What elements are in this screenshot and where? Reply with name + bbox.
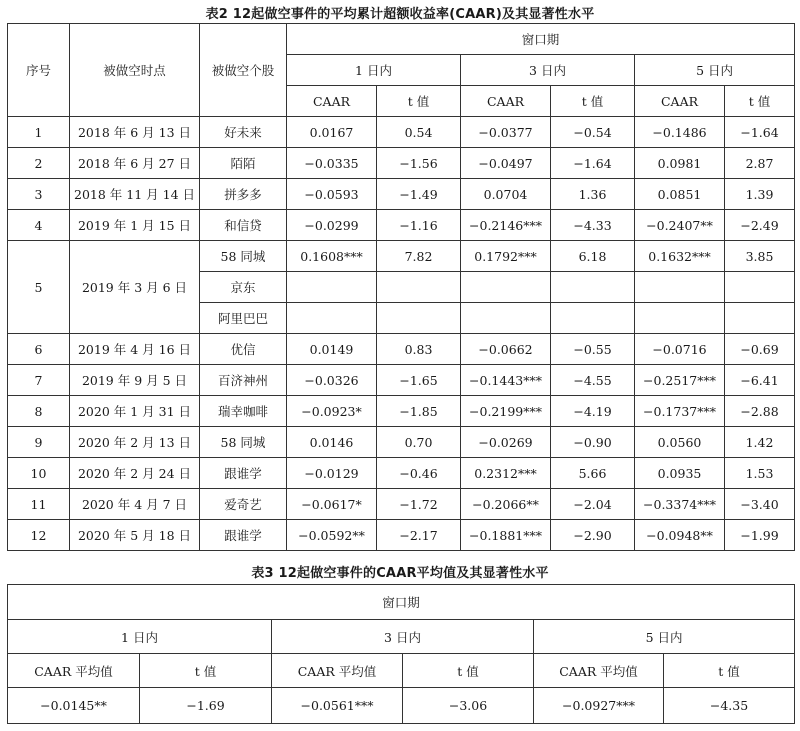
cell-empty bbox=[461, 303, 551, 334]
cell-t-3d: −4.55 bbox=[551, 365, 635, 396]
cell-caar-3d: −0.0269 bbox=[461, 427, 551, 458]
cell-caar-3d: −0.1881*** bbox=[461, 520, 551, 551]
cell-t-1d: −1.49 bbox=[377, 179, 461, 210]
cell-no: 2 bbox=[8, 148, 70, 179]
table-row bbox=[8, 520, 795, 551]
cell-t-1d: 0.83 bbox=[377, 334, 461, 365]
cell-stock: 陌陌 bbox=[200, 148, 287, 179]
cell-t-5d: −0.69 bbox=[725, 334, 795, 365]
cell-t-3d: −3.06 bbox=[403, 688, 534, 724]
cell-caar-5d: 0.0560 bbox=[635, 427, 725, 458]
cell-caar-5d: 0.0935 bbox=[635, 458, 725, 489]
cell-time: 2019 年 9 月 5 日 bbox=[70, 365, 200, 396]
cell-caar-3d: 0.2312*** bbox=[461, 458, 551, 489]
cell-t-1d: −1.69 bbox=[140, 688, 272, 724]
cell-t-1d: −1.72 bbox=[377, 489, 461, 520]
cell-no: 12 bbox=[8, 520, 70, 551]
header-caar: CAAR bbox=[461, 86, 551, 117]
cell-t-5d: −1.64 bbox=[725, 117, 795, 148]
table-row bbox=[8, 179, 795, 210]
cell-t-5d: −2.49 bbox=[725, 210, 795, 241]
header-stock: 被做空个股 bbox=[200, 24, 287, 117]
cell-t-1d: 7.82 bbox=[377, 241, 461, 272]
header-day1: 1 日内 bbox=[287, 55, 461, 86]
cell-time: 2020 年 2 月 24 日 bbox=[70, 458, 200, 489]
cell-time: 2020 年 2 月 13 日 bbox=[70, 427, 200, 458]
cell-stock: 和信贷 bbox=[200, 210, 287, 241]
header-t: t 值 bbox=[403, 654, 534, 688]
cell-time: 2020 年 4 月 7 日 bbox=[70, 489, 200, 520]
cell-time: 2020 年 5 月 18 日 bbox=[70, 520, 200, 551]
cell-caar-1d: −0.0592** bbox=[287, 520, 377, 551]
cell-empty bbox=[725, 303, 795, 334]
cell-time: 2018 年 6 月 27 日 bbox=[70, 148, 200, 179]
cell-no: 5 bbox=[8, 241, 70, 334]
cell-caar-3d: 0.0704 bbox=[461, 179, 551, 210]
cell-stock: 拼多多 bbox=[200, 179, 287, 210]
cell-caar-1d: 0.0149 bbox=[287, 334, 377, 365]
cell-caar-3d: 0.1792*** bbox=[461, 241, 551, 272]
header-t: t 值 bbox=[377, 86, 461, 117]
table2-caption: 表2 12起做空事件的平均累计超额收益率(CAAR)及其显著性水平 bbox=[205, 7, 595, 22]
cell-caar-5d: −0.1486 bbox=[635, 117, 725, 148]
cell-no: 9 bbox=[8, 427, 70, 458]
caar-average-table bbox=[7, 584, 795, 724]
cell-t-3d: −2.04 bbox=[551, 489, 635, 520]
cell-stock: 瑞幸咖啡 bbox=[200, 396, 287, 427]
cell-caar-3d: −0.2146*** bbox=[461, 210, 551, 241]
cell-t-3d: 6.18 bbox=[551, 241, 635, 272]
cell-stock: 好未来 bbox=[200, 117, 287, 148]
cell-no: 7 bbox=[8, 365, 70, 396]
header-window: 窗口期 bbox=[8, 585, 795, 620]
cell-caar-avg-3d: −0.0561*** bbox=[272, 688, 403, 724]
table-row bbox=[8, 489, 795, 520]
cell-t-5d: 1.39 bbox=[725, 179, 795, 210]
cell-t-3d: −0.54 bbox=[551, 117, 635, 148]
cell-t-3d: 1.36 bbox=[551, 179, 635, 210]
header-t: t 值 bbox=[725, 86, 795, 117]
table-row bbox=[8, 210, 795, 241]
cell-caar-5d: −0.2517*** bbox=[635, 365, 725, 396]
cell-t-5d: 2.87 bbox=[725, 148, 795, 179]
cell-empty bbox=[551, 272, 635, 303]
header-day1: 1 日内 bbox=[8, 620, 272, 654]
cell-caar-3d: −0.0662 bbox=[461, 334, 551, 365]
cell-caar-5d: −0.3374*** bbox=[635, 489, 725, 520]
cell-t-1d: −1.56 bbox=[377, 148, 461, 179]
cell-caar-avg-5d: −0.0927*** bbox=[534, 688, 664, 724]
header-caar-avg: CAAR 平均值 bbox=[8, 654, 140, 688]
header-caar-avg: CAAR 平均值 bbox=[534, 654, 664, 688]
cell-caar-1d: 0.1608*** bbox=[287, 241, 377, 272]
cell-time: 2018 年 11 月 14 日 bbox=[70, 179, 200, 210]
cell-no: 11 bbox=[8, 489, 70, 520]
cell-caar-5d: 0.0981 bbox=[635, 148, 725, 179]
table-row bbox=[8, 334, 795, 365]
cell-t-3d: −2.90 bbox=[551, 520, 635, 551]
header-day5: 5 日内 bbox=[635, 55, 795, 86]
cell-empty bbox=[725, 272, 795, 303]
header-no: 序号 bbox=[8, 24, 70, 117]
cell-no: 1 bbox=[8, 117, 70, 148]
cell-caar-5d: −0.2407** bbox=[635, 210, 725, 241]
cell-t-3d: −0.90 bbox=[551, 427, 635, 458]
cell-stock: 跟谁学 bbox=[200, 520, 287, 551]
cell-empty bbox=[377, 272, 461, 303]
table-row bbox=[8, 148, 795, 179]
cell-no: 3 bbox=[8, 179, 70, 210]
cell-time: 2019 年 1 月 15 日 bbox=[70, 210, 200, 241]
cell-t-5d: −3.40 bbox=[725, 489, 795, 520]
header-t: t 值 bbox=[551, 86, 635, 117]
cell-stock: 爱奇艺 bbox=[200, 489, 287, 520]
cell-no: 8 bbox=[8, 396, 70, 427]
cell-time: 2018 年 6 月 13 日 bbox=[70, 117, 200, 148]
cell-caar-3d: −0.0377 bbox=[461, 117, 551, 148]
cell-time: 2019 年 4 月 16 日 bbox=[70, 334, 200, 365]
cell-caar-1d: −0.0129 bbox=[287, 458, 377, 489]
cell-t-1d: −1.85 bbox=[377, 396, 461, 427]
cell-empty bbox=[551, 303, 635, 334]
cell-t-5d: 1.42 bbox=[725, 427, 795, 458]
cell-t-5d: 1.53 bbox=[725, 458, 795, 489]
cell-caar-3d: −0.0497 bbox=[461, 148, 551, 179]
header-caar: CAAR bbox=[635, 86, 725, 117]
cell-stock: 阿里巴巴 bbox=[200, 303, 287, 334]
cell-caar-5d: 0.1632*** bbox=[635, 241, 725, 272]
header-day3: 3 日内 bbox=[272, 620, 534, 654]
header-caar-avg: CAAR 平均值 bbox=[272, 654, 403, 688]
cell-stock: 58 同城 bbox=[200, 241, 287, 272]
cell-empty bbox=[635, 272, 725, 303]
cell-empty bbox=[287, 272, 377, 303]
table3-caption: 表3 12起做空事件的CAAR平均值及其显著性水平 bbox=[251, 566, 549, 581]
table-row bbox=[8, 427, 795, 458]
cell-caar-1d: 0.0146 bbox=[287, 427, 377, 458]
cell-stock: 58 同城 bbox=[200, 427, 287, 458]
cell-t-1d: 0.54 bbox=[377, 117, 461, 148]
cell-caar-1d: 0.0167 bbox=[287, 117, 377, 148]
cell-t-5d: 3.85 bbox=[725, 241, 795, 272]
caar-table bbox=[7, 23, 795, 551]
cell-no: 6 bbox=[8, 334, 70, 365]
cell-no: 10 bbox=[8, 458, 70, 489]
cell-caar-1d: −0.0326 bbox=[287, 365, 377, 396]
cell-caar-avg-1d: −0.0145** bbox=[8, 688, 140, 724]
cell-stock: 跟谁学 bbox=[200, 458, 287, 489]
table-row bbox=[8, 458, 795, 489]
cell-t-3d: −4.19 bbox=[551, 396, 635, 427]
cell-caar-3d: −0.2066** bbox=[461, 489, 551, 520]
cell-caar-1d: −0.0299 bbox=[287, 210, 377, 241]
cell-caar-1d: −0.0617* bbox=[287, 489, 377, 520]
cell-empty bbox=[461, 272, 551, 303]
cell-caar-5d: 0.0851 bbox=[635, 179, 725, 210]
cell-caar-5d: −0.0716 bbox=[635, 334, 725, 365]
cell-t-3d: −4.33 bbox=[551, 210, 635, 241]
cell-t-1d: −2.17 bbox=[377, 520, 461, 551]
cell-t-3d: −0.55 bbox=[551, 334, 635, 365]
cell-t-1d: −1.65 bbox=[377, 365, 461, 396]
cell-stock: 京东 bbox=[200, 272, 287, 303]
cell-t-3d: −1.64 bbox=[551, 148, 635, 179]
header-time: 被做空时点 bbox=[70, 24, 200, 117]
cell-stock: 百济神州 bbox=[200, 365, 287, 396]
cell-caar-3d: −0.2199*** bbox=[461, 396, 551, 427]
table-row bbox=[8, 365, 795, 396]
header-day3: 3 日内 bbox=[461, 55, 635, 86]
cell-caar-1d: −0.0335 bbox=[287, 148, 377, 179]
cell-t-5d: −4.35 bbox=[664, 688, 795, 724]
cell-time: 2020 年 1 月 31 日 bbox=[70, 396, 200, 427]
table-row bbox=[8, 688, 795, 724]
cell-t-1d: 0.70 bbox=[377, 427, 461, 458]
cell-t-5d: −6.41 bbox=[725, 365, 795, 396]
cell-no: 4 bbox=[8, 210, 70, 241]
cell-t-5d: −2.88 bbox=[725, 396, 795, 427]
cell-caar-1d: −0.0923* bbox=[287, 396, 377, 427]
header-day5: 5 日内 bbox=[534, 620, 795, 654]
header-caar: CAAR bbox=[287, 86, 377, 117]
cell-caar-5d: −0.0948** bbox=[635, 520, 725, 551]
header-t: t 值 bbox=[664, 654, 795, 688]
cell-t-3d: 5.66 bbox=[551, 458, 635, 489]
table-row bbox=[8, 241, 795, 272]
cell-t-1d: −1.16 bbox=[377, 210, 461, 241]
cell-stock: 优信 bbox=[200, 334, 287, 365]
table-row bbox=[8, 117, 795, 148]
cell-t-1d: −0.46 bbox=[377, 458, 461, 489]
cell-empty bbox=[635, 303, 725, 334]
cell-time: 2019 年 3 月 6 日 bbox=[70, 241, 200, 334]
cell-caar-3d: −0.1443*** bbox=[461, 365, 551, 396]
cell-caar-1d: −0.0593 bbox=[287, 179, 377, 210]
table-row bbox=[8, 396, 795, 427]
header-t: t 值 bbox=[140, 654, 272, 688]
cell-t-5d: −1.99 bbox=[725, 520, 795, 551]
cell-empty bbox=[377, 303, 461, 334]
cell-empty bbox=[287, 303, 377, 334]
header-window: 窗口期 bbox=[287, 24, 795, 55]
cell-caar-5d: −0.1737*** bbox=[635, 396, 725, 427]
